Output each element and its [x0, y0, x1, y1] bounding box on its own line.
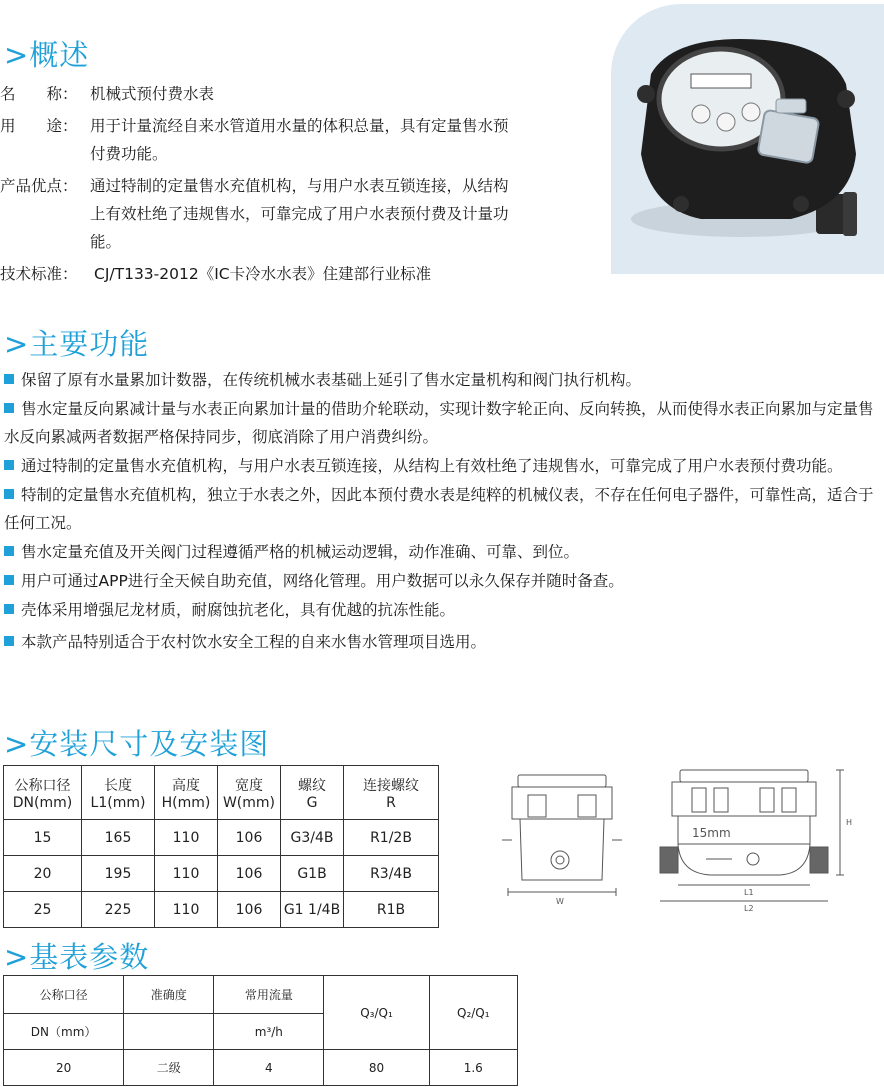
bullet-square-icon: [4, 604, 14, 614]
bullet-square-icon: [4, 374, 14, 384]
side-view-drawing: [498, 770, 623, 910]
table-header-cell: m³/h: [214, 1014, 324, 1050]
bullet-square-icon: [4, 489, 14, 499]
table-header-cell: 准确度: [124, 976, 214, 1014]
bullet-square-icon: [4, 636, 14, 646]
table-header-cell: Q₂/Q₁: [429, 976, 517, 1050]
function-item: 售水定量充值及开关阀门过程遵循严格的机械运动逻辑，动作准确、可靠、到位。: [4, 538, 880, 566]
overview-text: 机械式预付费水表: [90, 85, 215, 103]
width-label: W: [556, 897, 564, 906]
overview-label: 名 称：: [0, 85, 78, 103]
params-title: >基表参数: [4, 940, 150, 974]
h-label: H: [846, 818, 853, 827]
table-row: 15 165 110 106 G3/4B R1/2B: [4, 820, 439, 856]
install-title: >安装尺寸及安装图: [4, 727, 270, 761]
table-header-row: [4, 976, 518, 1014]
l1-label: L1: [744, 888, 754, 897]
table-header-cell: 公称口径: [4, 976, 124, 1014]
table-header-row: [4, 766, 439, 820]
l2-label: L2: [744, 904, 754, 913]
table-header-cell: 螺纹 G: [281, 766, 344, 820]
bullet-square-icon: [4, 546, 14, 556]
dimension-table: [3, 765, 439, 928]
overview-title: >概述: [4, 38, 90, 72]
size-label: 15mm: [692, 826, 731, 840]
table-row: 25 225 110 106 G1 1/4B R1B: [4, 892, 439, 928]
function-item: 壳体采用增强尼龙材质，耐腐蚀抗老化，具有优越的抗冻性能。: [4, 596, 880, 624]
functions-title: >主要功能: [4, 327, 150, 361]
table-header-cell: 连接螺纹 R: [344, 766, 439, 820]
front-view-drawing: [650, 765, 855, 915]
overview-label: 技术标准：: [0, 265, 78, 283]
overview-text: 通过特制的定量售水充值机构，与用户水表互锁连接，从结构上有效杜绝了违规售水，可靠完成了用户水表预付费及计量功能。: [90, 177, 509, 251]
function-item: 用户可通过APP进行全天候自助充值，网络化管理。用户数据可以永久保存并随时备查。: [4, 567, 880, 595]
table-row: 20 二级 4 80 1.6: [4, 1050, 518, 1086]
overview-text: 用于计量流经自来水管道用水量的体积总量，具有定量售水预付费功能。: [90, 117, 509, 163]
table-row: 20 195 110 106 G1B R3/4B: [4, 856, 439, 892]
product-photo: [611, 4, 884, 274]
functions-list: [4, 366, 880, 657]
bullet-square-icon: [4, 575, 14, 585]
function-item: 特制的定量售水充值机构，独立于水表之外，因此本预付费水表是纯粹的机械仪表，不存在任何电子器件，可靠性高，适合于任何工况。: [4, 486, 874, 532]
table-header-cell: Q₃/Q₁: [324, 976, 429, 1050]
bullet-square-icon: [4, 460, 14, 470]
overview-label: 用 途：: [0, 117, 78, 135]
function-item: 通过特制的定量售水充值机构，与用户水表互锁连接，从结构上有效杜绝了违规售水，可靠完成了用户水表预付费功能。: [4, 452, 880, 480]
table-header-cell: DN（mm）: [4, 1014, 124, 1050]
function-item: 保留了原有水量累加计数器，在传统机械水表基础上延引了售水定量机构和阀门执行机构。: [4, 366, 880, 394]
function-item: 本款产品特别适合于农村饮水安全工程的自来水售水管理项目选用。: [4, 628, 880, 656]
table-header-cell: 常用流量: [214, 976, 324, 1014]
table-header-cell: 公称口径 DN(mm): [4, 766, 82, 820]
overview-text: CJ/T133-2012《IC卡冷水水表》住建部行业标准: [94, 265, 432, 283]
function-item: 售水定量反向累减计量与水表正向累加计量的借助介轮联动，实现计数字轮正向、反向转换，从而使得水表正向累加与定量售水反向累减两者数据严格保持同步，彻底消除了用户消费纠纷。: [4, 400, 874, 446]
water-meter-illustration: [611, 4, 884, 274]
bullet-square-icon: [4, 403, 14, 413]
table-header-cell: [124, 1014, 214, 1050]
overview-label: 产品优点：: [0, 177, 78, 195]
table-header-cell: 长度 L1(mm): [82, 766, 155, 820]
params-table: [3, 975, 518, 1086]
table-header-cell: 宽度 W(mm): [218, 766, 281, 820]
table-header-cell: 高度 H(mm): [155, 766, 218, 820]
